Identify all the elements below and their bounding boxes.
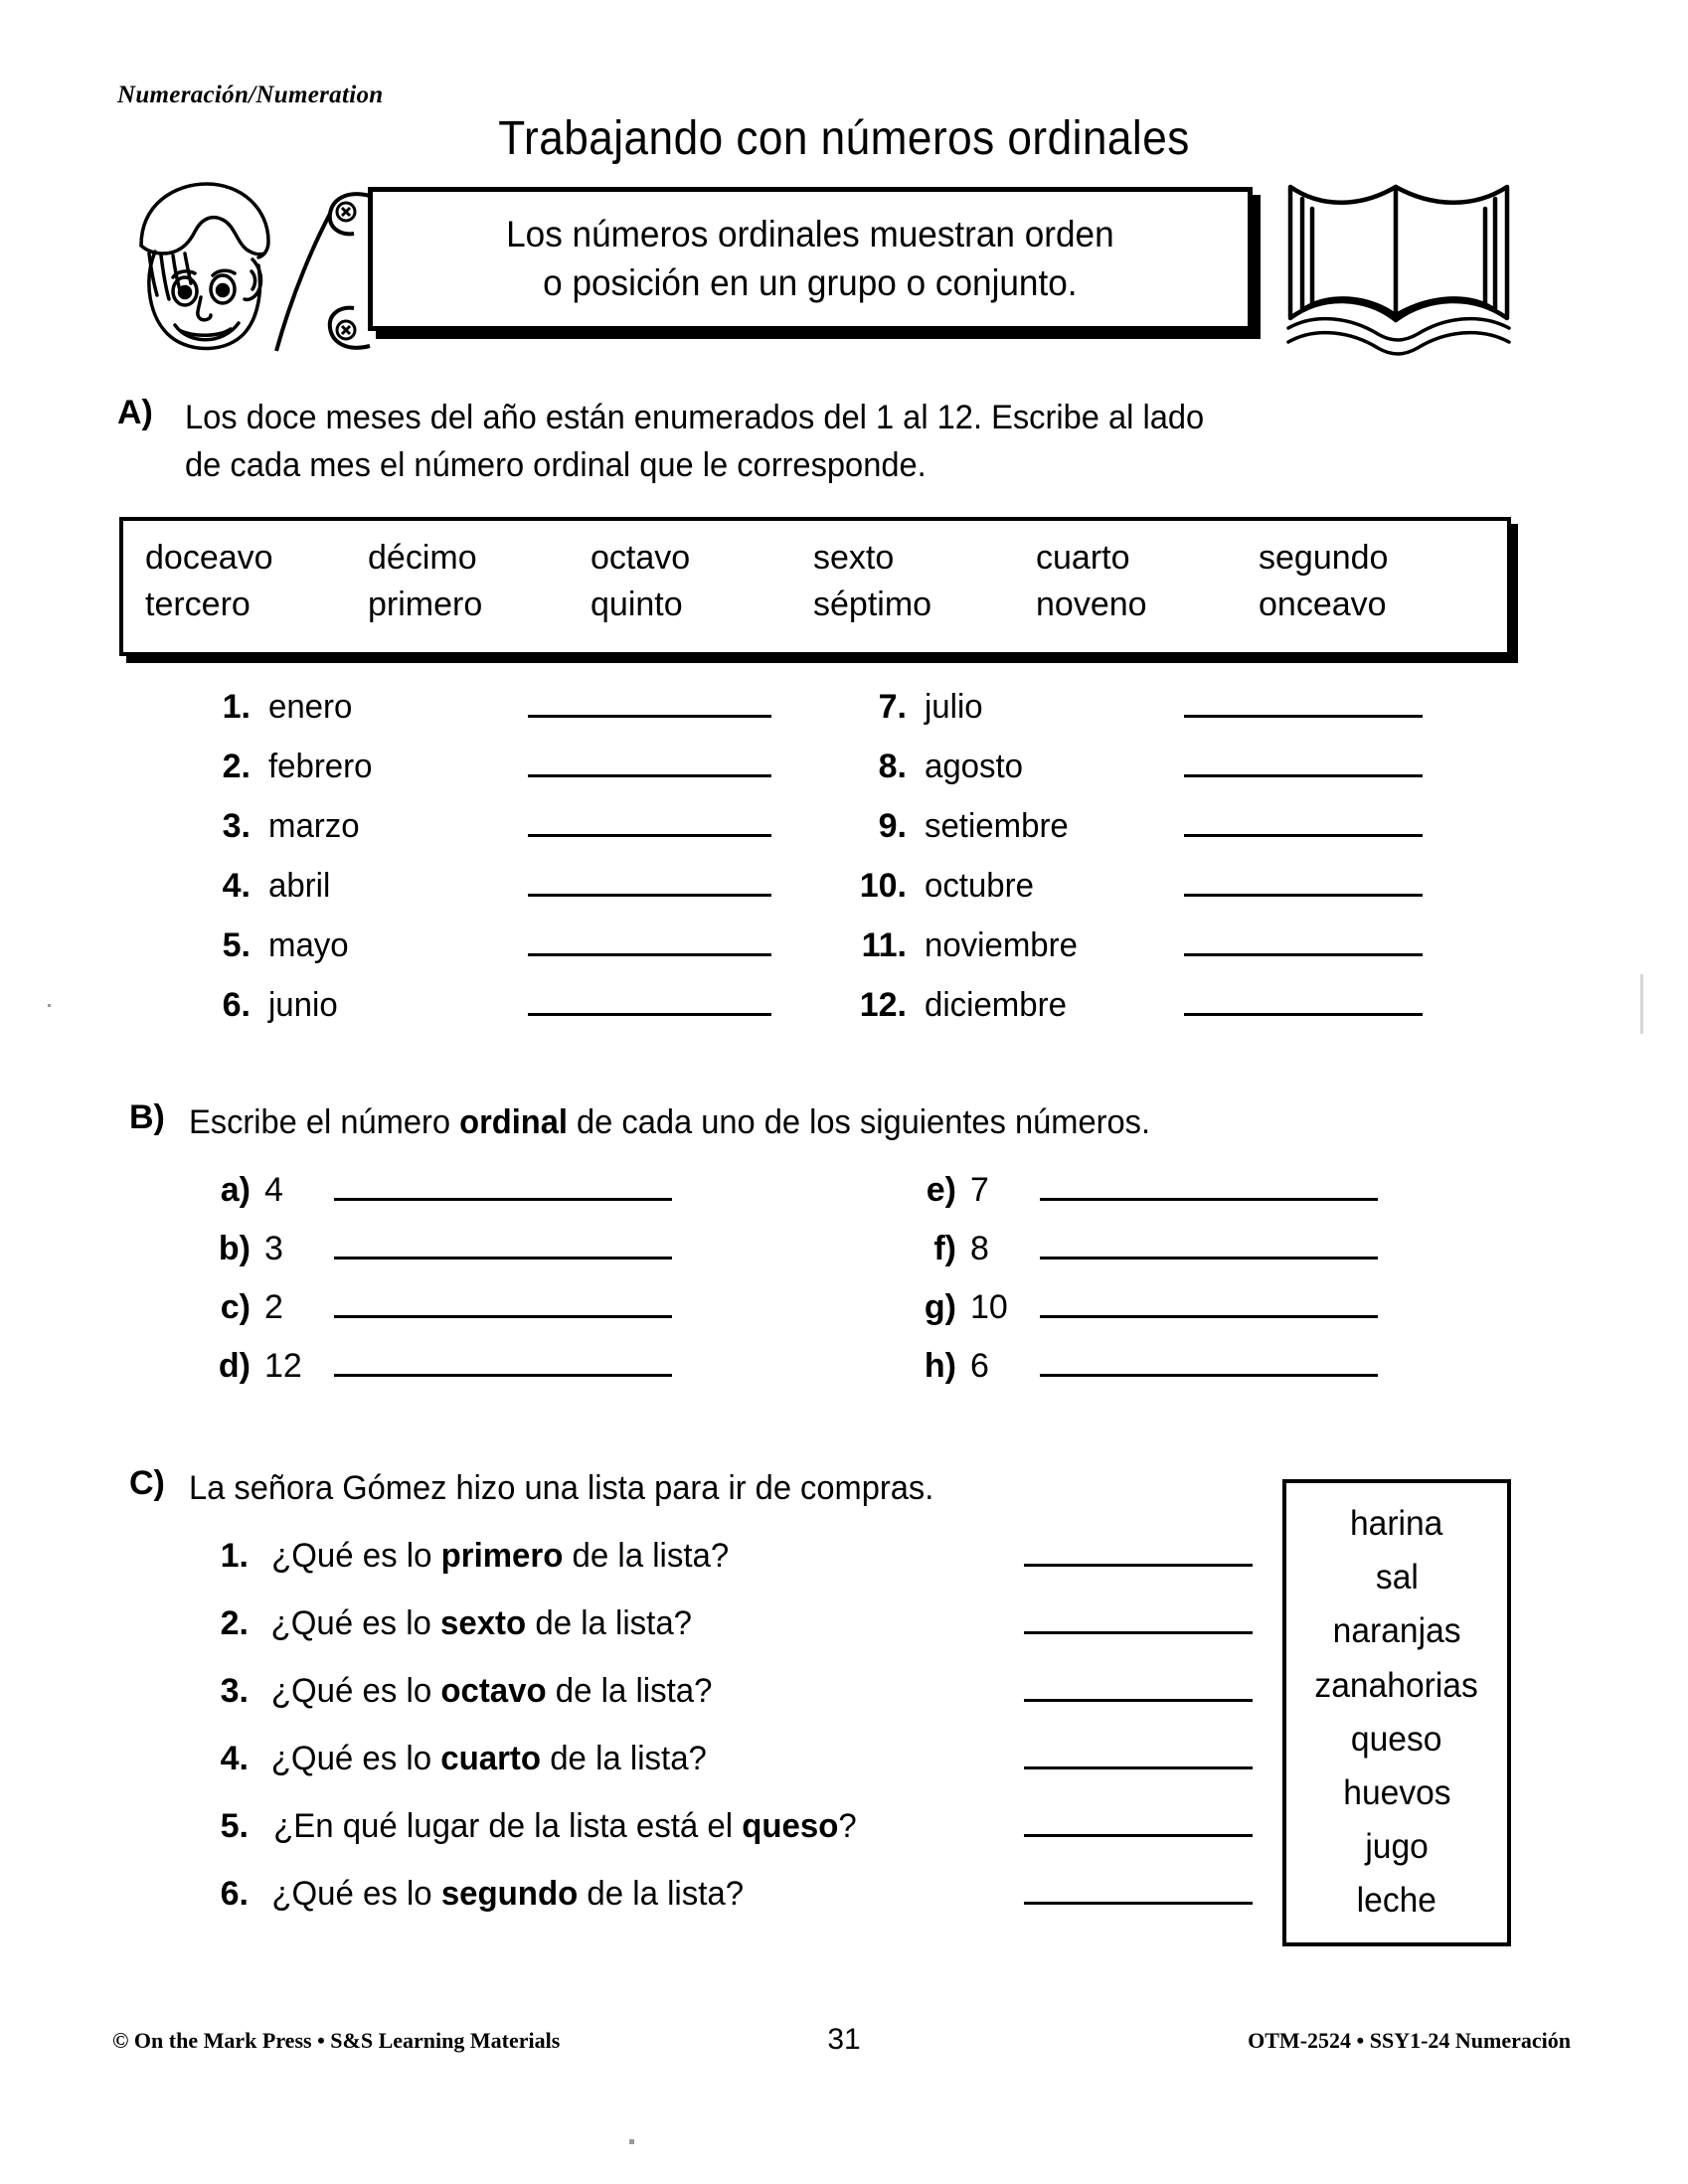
question-text	[271, 1537, 729, 1576]
open-book-icon	[1282, 169, 1516, 363]
footer-product-code: OTM-2524 • SSY1-24 Numeración	[1248, 2028, 1571, 2053]
answer-blank[interactable]	[334, 1282, 672, 1318]
exercise-row	[895, 1224, 1378, 1282]
exercise-row	[895, 1165, 1378, 1224]
section-a-instruction-line1: Los doce meses del año están enumerados del 1 al 12. Escribe al lado	[185, 399, 1205, 436]
question-pre: ¿Qué es lo	[270, 1672, 441, 1710]
section-a-letter: A)	[117, 394, 153, 431]
exercise-row	[189, 1282, 672, 1341]
item-value: 3	[264, 1230, 283, 1267]
page-title: Trabajando con números ordinales	[498, 112, 1190, 165]
item-label: d)	[218, 1347, 251, 1385]
question-pre: ¿Qué es lo	[270, 1740, 441, 1777]
answer-blank[interactable]	[1040, 1282, 1378, 1318]
scan-speck	[1640, 974, 1643, 1034]
month-name: mayo	[267, 926, 349, 964]
item-label: g)	[924, 1288, 956, 1326]
answer-blank[interactable]	[528, 800, 771, 837]
month-name: marzo	[267, 807, 360, 845]
page-number: 31	[827, 2023, 861, 2056]
answer-blank[interactable]	[528, 979, 771, 1016]
answer-blank[interactable]	[1040, 1341, 1378, 1377]
month-number: 11.	[861, 926, 907, 964]
month-number: 2.	[222, 748, 251, 785]
scan-speck	[48, 1004, 51, 1007]
question-number: 5.	[220, 1807, 249, 1845]
section-b-items-right	[895, 1165, 1378, 1400]
answer-blank[interactable]	[528, 860, 771, 897]
item-value: 7	[970, 1171, 989, 1209]
word-bank-word: quinto	[591, 585, 683, 623]
question-number: 2.	[220, 1604, 249, 1642]
page-footer	[0, 2023, 1688, 2068]
word-bank-word: tercero	[145, 585, 251, 623]
answer-blank[interactable]	[334, 1165, 672, 1201]
month-row	[845, 681, 1423, 741]
month-row	[189, 681, 771, 741]
question-post: de la lista?	[578, 1875, 745, 1913]
item-value: 2	[264, 1288, 283, 1326]
question-text	[271, 1604, 692, 1643]
word-bank-word: séptimo	[813, 585, 932, 623]
answer-blank[interactable]	[1184, 681, 1423, 718]
answer-blank[interactable]	[1024, 1531, 1253, 1567]
item-value: 10	[970, 1288, 1008, 1326]
item-label: a)	[220, 1171, 251, 1209]
month-name: enero	[267, 688, 353, 726]
month-row	[845, 741, 1423, 800]
question-keyword: primero	[440, 1537, 564, 1575]
answer-blank[interactable]	[334, 1341, 672, 1377]
question-keyword: segundo	[440, 1875, 579, 1913]
section-b-instruction-post: de cada uno de los siguientes números.	[567, 1103, 1151, 1141]
question-row	[189, 1666, 1253, 1734]
question-text	[271, 1672, 713, 1711]
speech-bubble-tail-icon	[270, 184, 380, 358]
answer-blank[interactable]	[1040, 1224, 1378, 1260]
month-row	[845, 860, 1423, 920]
question-number: 1.	[220, 1537, 249, 1575]
section-b-instruction-bold: ordinal	[459, 1103, 568, 1141]
question-row	[189, 1598, 1253, 1666]
answer-blank[interactable]	[1024, 1869, 1253, 1905]
month-name: agosto	[924, 748, 1024, 785]
answer-blank[interactable]	[1024, 1666, 1253, 1702]
item-label: c)	[220, 1288, 251, 1326]
section-c-letter: C)	[129, 1464, 165, 1502]
item-value: 6	[970, 1347, 989, 1385]
answer-blank[interactable]	[334, 1224, 672, 1260]
month-number: 3.	[222, 807, 251, 845]
exercise-row	[189, 1341, 672, 1400]
item-label: h)	[924, 1347, 956, 1385]
shopping-list-item: harina	[1350, 1504, 1443, 1544]
question-text	[271, 1875, 744, 1914]
shopping-list-item: huevos	[1342, 1772, 1451, 1812]
month-number: 10.	[859, 867, 907, 905]
answer-blank[interactable]	[1024, 1801, 1253, 1837]
exercise-row	[895, 1341, 1378, 1400]
answer-blank[interactable]	[528, 920, 771, 956]
boy-face-icon	[119, 174, 288, 358]
section-c-instruction: La señora Gómez hizo una lista para ir de compras.	[189, 1469, 934, 1507]
question-keyword: queso	[742, 1807, 839, 1845]
word-bank-word: onceavo	[1259, 585, 1387, 623]
subject-label: Numeración/Numeration	[117, 82, 384, 108]
month-number: 7.	[878, 688, 907, 726]
month-row	[189, 860, 771, 920]
section-b-letter: B)	[129, 1098, 165, 1136]
word-bank-word: octavo	[591, 539, 691, 577]
question-row	[189, 1734, 1253, 1801]
question-post: ?	[838, 1807, 857, 1845]
month-number: 1.	[222, 688, 251, 726]
shopping-list-item: jugo	[1365, 1826, 1429, 1866]
month-row	[189, 979, 771, 1039]
answer-blank[interactable]	[1184, 979, 1423, 1016]
month-row	[845, 800, 1423, 860]
month-number: 12.	[859, 986, 907, 1024]
month-number: 9.	[878, 807, 907, 845]
answer-blank[interactable]	[528, 741, 771, 777]
section-b-instruction-pre: Escribe el número	[189, 1103, 460, 1141]
question-post: de la lista?	[526, 1604, 693, 1642]
item-value: 8	[970, 1230, 989, 1267]
scan-speck	[629, 2139, 634, 2144]
month-name: junio	[267, 986, 338, 1024]
shopping-list-item: leche	[1356, 1880, 1437, 1920]
exercise-row	[189, 1224, 672, 1282]
month-row	[189, 800, 771, 860]
month-row	[189, 741, 771, 800]
word-bank-box	[119, 517, 1511, 656]
answer-blank[interactable]	[1184, 860, 1423, 897]
word-bank-word: noveno	[1036, 585, 1147, 623]
question-number: 3.	[220, 1672, 249, 1710]
question-number: 4.	[220, 1740, 249, 1777]
item-label: e)	[926, 1171, 956, 1209]
answer-blank[interactable]	[1184, 920, 1423, 956]
question-pre: ¿En qué lugar de la lista está el	[273, 1807, 743, 1845]
callout-line-1: Los números ordinales muestran orden	[506, 213, 1114, 254]
question-text	[271, 1740, 707, 1778]
item-value: 12	[264, 1347, 302, 1385]
shopping-list-box	[1282, 1479, 1511, 1946]
item-label: f)	[933, 1230, 956, 1267]
shopping-list-item: queso	[1351, 1719, 1442, 1759]
question-row	[189, 1801, 1253, 1869]
question-keyword: sexto	[440, 1604, 527, 1642]
exercise-row	[189, 1165, 672, 1224]
question-post: de la lista?	[541, 1740, 707, 1777]
item-value: 4	[264, 1171, 283, 1209]
section-a-instruction-line2: de cada mes el número ordinal que le corresponde.	[185, 446, 927, 484]
question-pre: ¿Qué es lo	[271, 1537, 441, 1575]
month-number: 4.	[222, 867, 251, 905]
question-keyword: cuarto	[440, 1740, 542, 1777]
months-list-left	[189, 681, 771, 1039]
answer-blank[interactable]	[528, 681, 771, 718]
shopping-list-item: zanahorias	[1314, 1665, 1479, 1705]
month-name: diciembre	[924, 986, 1067, 1024]
answer-blank[interactable]	[1184, 741, 1423, 777]
shopping-list-item: naranjas	[1332, 1611, 1461, 1651]
exercise-row	[895, 1282, 1378, 1341]
question-post: de la lista?	[563, 1537, 730, 1575]
month-name: julio	[924, 688, 983, 726]
footer-copyright: © On the Mark Press • S&S Learning Materials	[112, 2028, 561, 2053]
shopping-list-item: sal	[1375, 1558, 1419, 1597]
word-bank-row-1	[145, 535, 1485, 582]
answer-blank[interactable]	[1184, 800, 1423, 837]
month-number: 6.	[222, 986, 251, 1024]
word-bank-word: doceavo	[145, 539, 273, 577]
item-label: b)	[218, 1230, 251, 1267]
word-bank-word: décimo	[368, 539, 477, 577]
question-row	[189, 1531, 1253, 1598]
month-number: 5.	[222, 926, 251, 964]
answer-blank[interactable]	[1040, 1165, 1378, 1201]
month-name: abril	[267, 867, 331, 905]
month-name: noviembre	[924, 926, 1078, 964]
months-list-right	[845, 681, 1423, 1039]
word-bank-word: sexto	[813, 539, 895, 577]
question-pre: ¿Qué es lo	[270, 1604, 441, 1642]
answer-blank[interactable]	[1024, 1734, 1253, 1769]
answer-blank[interactable]	[1024, 1598, 1253, 1634]
question-pre: ¿Qué es lo	[271, 1875, 441, 1913]
month-name: febrero	[267, 748, 373, 785]
question-post: de la lista?	[546, 1672, 713, 1710]
month-name: setiembre	[924, 807, 1069, 845]
month-number: 8.	[878, 748, 907, 785]
word-bank-word: cuarto	[1036, 539, 1130, 577]
month-row	[845, 979, 1423, 1039]
word-bank-word: segundo	[1259, 539, 1389, 577]
section-b-items-left	[189, 1165, 672, 1400]
word-bank-row-2	[145, 582, 1485, 628]
month-row	[845, 920, 1423, 979]
section-b-instruction	[189, 1098, 1150, 1146]
month-name: octubre	[924, 867, 1034, 905]
concept-callout-box	[368, 187, 1253, 331]
question-text	[273, 1807, 857, 1846]
callout-line-2: o posición en un grupo o conjunto.	[543, 261, 1078, 303]
question-keyword: octavo	[440, 1672, 547, 1710]
word-bank-word: primero	[368, 585, 483, 623]
month-row	[189, 920, 771, 979]
question-number: 6.	[220, 1875, 249, 1913]
section-c-questions	[189, 1531, 1253, 1936]
question-row	[189, 1869, 1253, 1936]
